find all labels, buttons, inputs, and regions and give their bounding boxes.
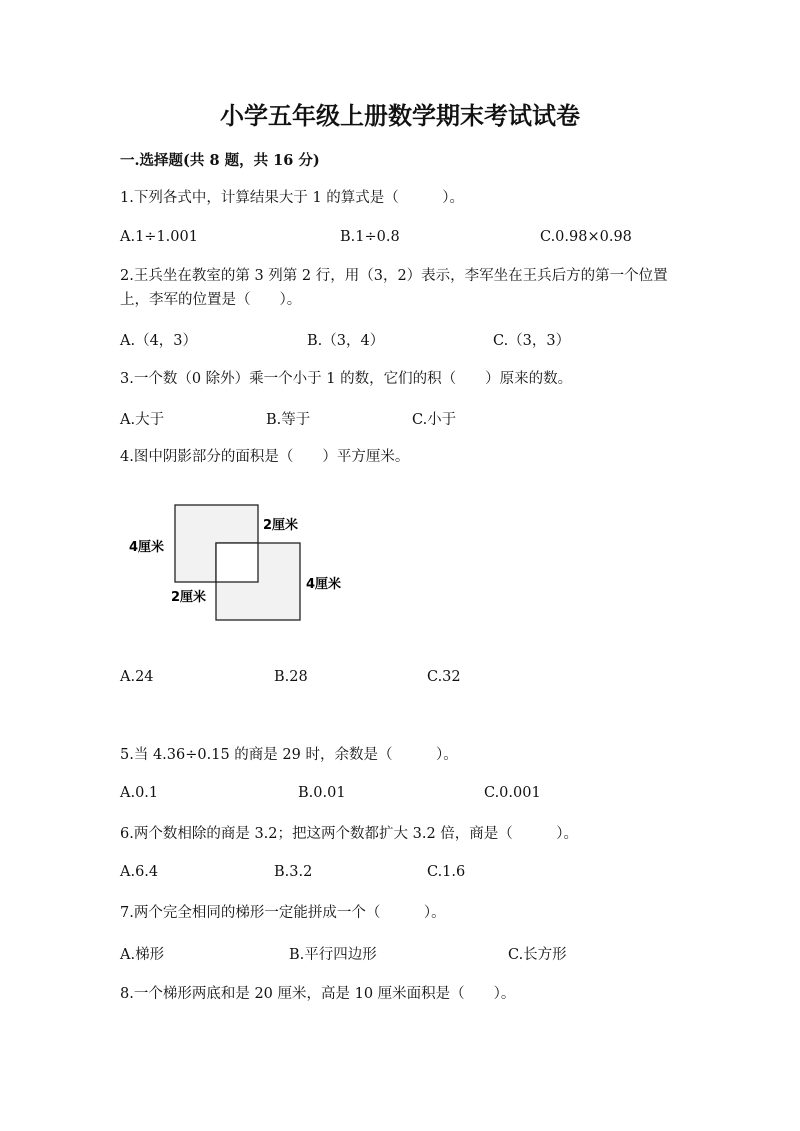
q5-option-c[interactable]: C.0.001 <box>484 785 541 801</box>
label-top-right: 2厘米 <box>263 518 299 533</box>
label-bottom: 2厘米 <box>171 590 207 605</box>
q4-option-b[interactable]: B.28 <box>274 669 308 685</box>
question-5-text: 5.当 4.36÷0.15 的商是 29 时，余数是（ ）。 <box>120 747 458 763</box>
shaded-squares-figure <box>125 495 365 630</box>
q2-option-b[interactable]: B.（3，4） <box>307 333 385 349</box>
q4-option-a[interactable]: A.24 <box>120 669 154 685</box>
q5-option-a[interactable]: A.0.1 <box>120 785 159 801</box>
q6-option-b[interactable]: B.3.2 <box>274 864 313 880</box>
page-title: 小学五年级上册数学期末考试试卷 <box>220 101 580 130</box>
q3-option-b[interactable]: B.等于 <box>266 412 311 428</box>
question-7-text: 7.两个完全相同的梯形一定能拼成一个（ ）。 <box>120 905 446 921</box>
question-3-text: 3.一个数（0 除外）乘一个小于 1 的数，它们的积（ ）原来的数。 <box>120 371 573 387</box>
q1-option-c[interactable]: C.0.98×0.98 <box>540 229 632 245</box>
q1-option-b[interactable]: B.1÷0.8 <box>340 229 400 245</box>
q6-option-c[interactable]: C.1.6 <box>427 864 466 880</box>
label-right: 4厘米 <box>306 577 342 592</box>
q7-option-c[interactable]: C.长方形 <box>508 947 567 963</box>
q4-option-c[interactable]: C.32 <box>427 669 461 685</box>
question-4-text: 4.图中阴影部分的面积是（ ）平方厘米。 <box>120 449 410 465</box>
section-heading: 一.选择题(共 8 题，共 16 分) <box>120 152 320 169</box>
q2-option-c[interactable]: C.（3，3） <box>493 333 571 349</box>
overlap-unshaded <box>216 543 258 582</box>
q6-option-a[interactable]: A.6.4 <box>120 864 159 880</box>
q7-option-a[interactable]: A.梯形 <box>120 947 165 963</box>
question-8-text: 8.一个梯形两底和是 20 厘米，高是 10 厘米面积是（ ）。 <box>120 986 516 1002</box>
question-1-text: 1.下列各式中，计算结果大于 1 的算式是（ ）。 <box>120 190 465 206</box>
q3-option-c[interactable]: C.小于 <box>412 412 457 428</box>
question-2-text: 2.王兵坐在教室的第 3 列第 2 行，用（3，2）表示，李军坐在王兵后方的第一个位置上，李军的位置是（ ）。 <box>120 268 668 308</box>
question-6-text: 6.两个数相除的商是 3.2；把这两个数都扩大 3.2 倍，商是（ ）。 <box>120 826 579 842</box>
label-left: 4厘米 <box>129 540 165 555</box>
q1-option-a[interactable]: A.1÷1.001 <box>120 229 198 245</box>
q3-option-a[interactable]: A.大于 <box>120 412 165 428</box>
q2-option-a[interactable]: A.（4，3） <box>120 333 198 349</box>
q7-option-b[interactable]: B.平行四边形 <box>289 947 377 963</box>
q5-option-b[interactable]: B.0.01 <box>298 785 346 801</box>
